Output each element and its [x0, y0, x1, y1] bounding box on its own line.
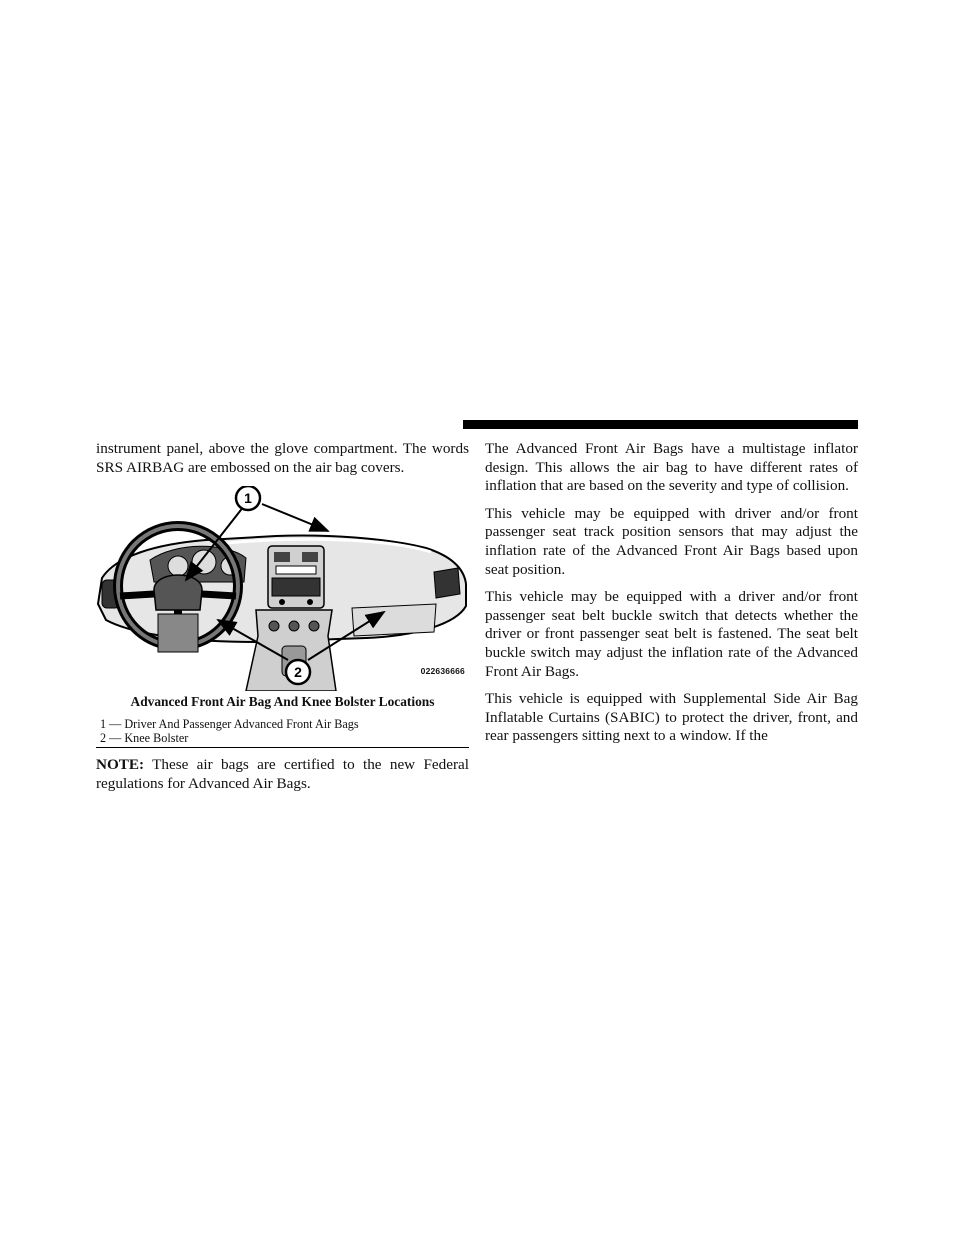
dashboard-drawing: [96, 486, 469, 691]
note-label: NOTE:: [96, 756, 145, 774]
figure-legend: [96, 717, 469, 748]
callout-1: [236, 486, 260, 510]
image-code: 022636666: [420, 665, 465, 676]
paragraph: The Advanced Front Air Bags have a multistage inflator design. This allows the air bag to have different rates of inflation that are based on the severity and type of collision.: [485, 440, 858, 495]
right-column: [485, 440, 858, 755]
paragraph: This vehicle may be equipped with driver and/or front passenger seat track position sensors that may adjust the inflation rate of the Advanced Front Air Bags based upon seat position.: [485, 504, 858, 578]
svg-text:1: 1: [244, 490, 252, 507]
paragraph: This vehicle may be equipped with a driver and/or front passenger seat belt buckle switch that detects whether the driver or front passenger seat belt is fastened. The seat belt buckle switch may adjust the inflation rate of the Advanced Front Air Bags.: [485, 588, 858, 680]
svg-text:2: 2: [294, 664, 302, 681]
note-text: These air bags are certified to the new Federal regulations for Advanced Air Bags.: [96, 756, 469, 792]
paragraph: This vehicle is equipped with Supplemental Side Air Bag Inflatable Curtains (SABIC) to protect the driver, front, and rear passengers sitting next to a window. If the: [485, 690, 858, 745]
figure-caption: Advanced Front Air Bag And Knee Bolster Locations: [130, 694, 435, 710]
legend-item: 1 — Driver And Passenger Advanced Front Air Bags: [100, 717, 359, 732]
intro-paragraph: instrument panel, above the glove compartment. The words SRS AIRBAG are embossed on the air bag covers.: [96, 440, 469, 476]
note-paragraph: [96, 756, 469, 793]
left-column: [96, 440, 469, 802]
section-header-bar: [463, 420, 858, 429]
dashboard-illustration: [96, 486, 469, 691]
legend-item: 2 — Knee Bolster: [100, 731, 189, 746]
callout-2: [286, 660, 310, 684]
